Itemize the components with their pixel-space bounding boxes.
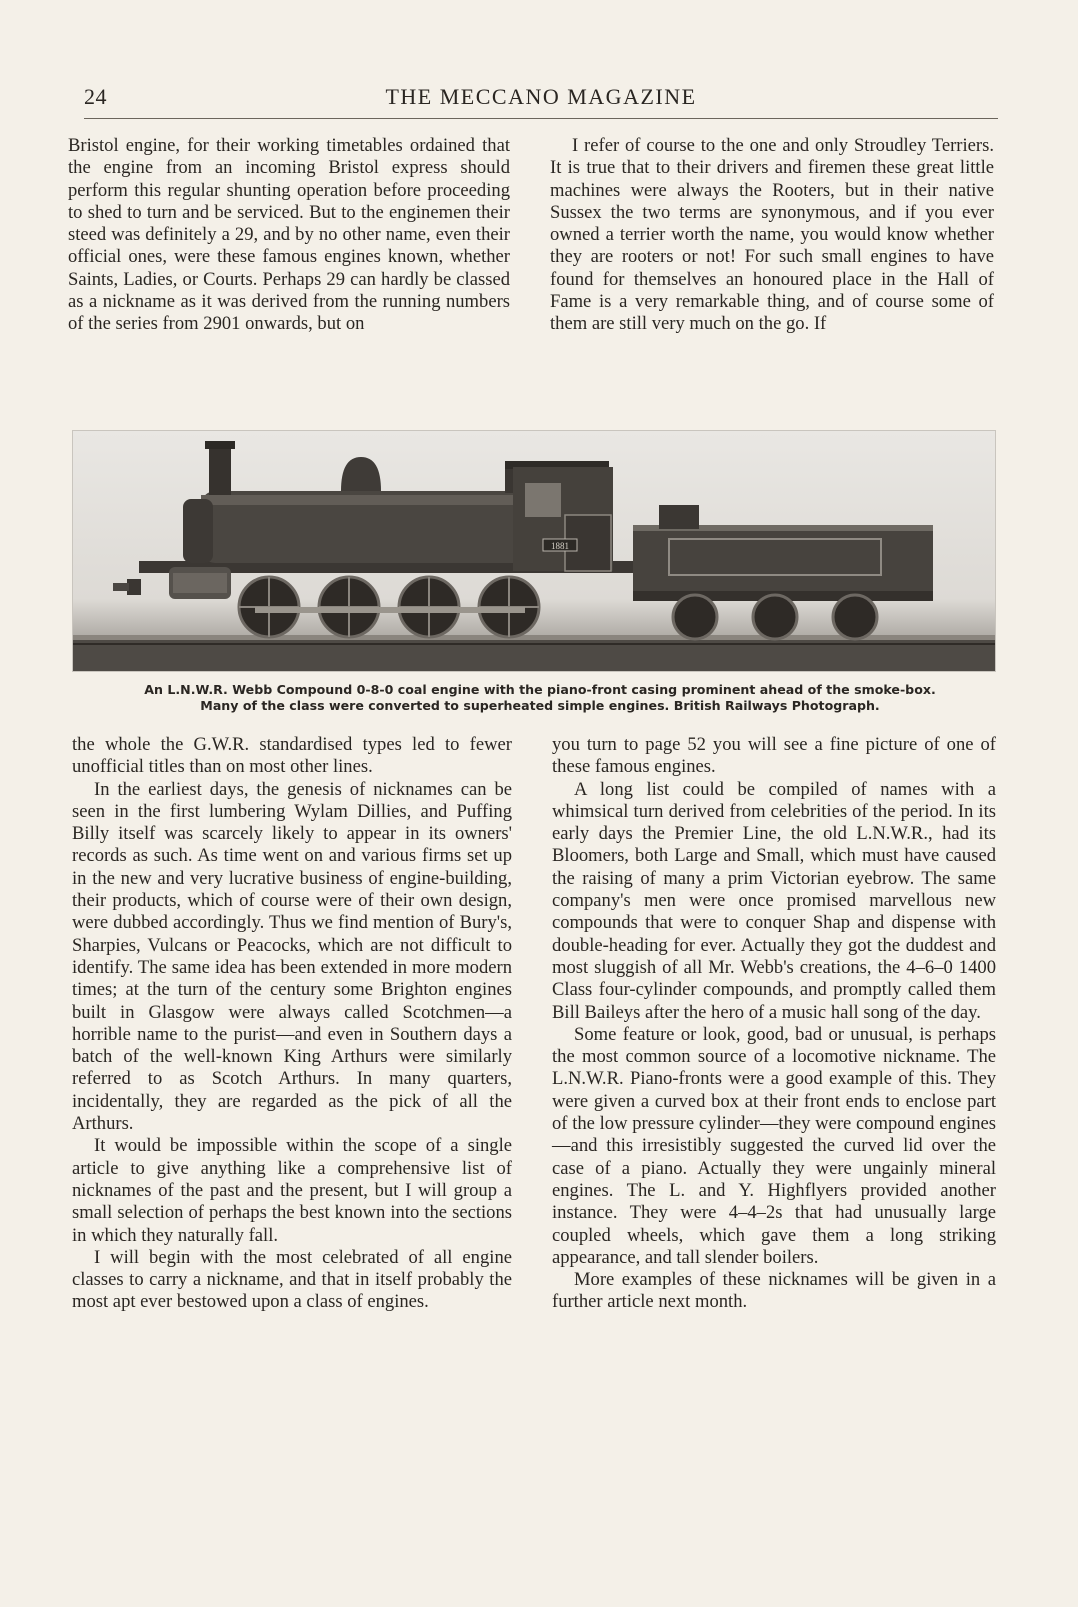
paragraph: It would be impossible within the scope of a single article to give anything like a comprehensive list of nicknames of the past and the present, but I will group a small selection of perhaps the best known into the sections in which they naturally fall. <box>72 1135 512 1246</box>
column-bottom-right <box>552 734 996 1314</box>
column-bottom-left <box>72 734 512 1314</box>
paragraph: In the earliest days, the genesis of nicknames can be seen in the first lumbering Wylam Dillies, and Puffing Billy itself was scarcely likely to appear in its owners' records as such. As time went on and various firms set up in the new and very lucrative business of engine-building, their products, which of course were of their own design, were dubbed accordingly. Thus we find mention of Bury's, Sharpies, Vulcans or Peacocks, which are not difficult to identify. The same idea has been extended in more modern times; at the turn of the century some Brighton engines built in Glasgow were always called Scotchmen—a horrible name to the purist—and even in Southern days a batch of the well-known King Arthurs were similarly referred to as Scotch Arthurs. In many quarters, incidentally, they are regarded as the pick of all the Arthurs. <box>72 778 512 1135</box>
column-top-left <box>68 135 510 336</box>
paragraph: you turn to page 52 you will see a fine picture of one of these famous engines. <box>552 734 996 778</box>
paragraph: A long list could be compiled of names with a whimsical turn derived from celebrities of the period. In its early days the Premier Line, the old L.N.W.R., had its Bloomers, both Large and Small, which must have caused the raising of many a prim Victorian eyebrow. The same company's men were once promised marvellous new compounds that were to conquer Shap and dispense with double-heading for ever. Actually they got the duddest and most sluggish of all Mr. Webb's creations, the 4–6–0 1400 Class four-cylinder compounds, and promptly called them Bill Baileys after the hero of a music hall song of the day. <box>552 778 996 1023</box>
paragraph: I will begin with the most celebrated of all engine classes to carry a nickname, and that in itself probably the most apt ever bestowed upon a class of engines. <box>72 1246 512 1313</box>
paragraph: More examples of these nicknames will be given in a further article next month. <box>552 1269 996 1313</box>
page-header <box>84 80 998 120</box>
locomotive-photograph <box>72 430 996 672</box>
caption-line-2: Many of the class were converted to superheated simple engines. British Railways Photograph. <box>200 698 880 713</box>
paragraph: I refer of course to the one and only Stroudley Terriers. It is true that to their drivers and firemen these great little machines were always the Rooters, but in their native Sussex the two terms are synonymous, and if you ever owned a terrier worth the name, you would know whether they are rooters or not! For such small engines to have found for themselves an honoured place in the Hall of Fame is a very remarkable thing, and of course some of them are still very much on the go. If <box>550 135 994 335</box>
paragraph: Some feature or look, good, bad or unusual, is perhaps the most common source of a locomotive nickname. The L.N.W.R. Piano-fronts were a good example of this. They were given a curved box at their front ends to enclose part of the low pressure cylinder—they were compound engines—and this irresistibly suggested the curved lid over the case of a piano. Actually they were ungainly mineral engines. The L. and Y. Highflyers provided another instance. They were 4–4–2s that had unusually large coupled wheels, which gave them a long striking appearance, and tall slender boilers. <box>552 1023 996 1268</box>
locomotive-illustration <box>73 431 995 671</box>
paragraph: Bristol engine, for their working timetables ordained that the engine from an incoming Bristol express should perform this regular shunting operation before proceeding to shed to turn and be serviced. But to the enginemen their steed was definitely a 29, and by no other name, even their official ones, were these famous engines known, whether Saints, Ladies, or Courts. Perhaps 29 can hardly be classed as a nickname as it was derived from the running numbers of the series from 2901 onwards, but on <box>68 135 510 335</box>
photo-caption <box>60 682 1020 714</box>
cab-number-plate: 1881 <box>551 541 569 551</box>
header-rule <box>84 118 998 119</box>
magazine-title: THE MECCANO MAGAZINE <box>385 84 697 109</box>
paragraph: the whole the G.W.R. standardised types led to fewer unofficial titles than on most other lines. <box>72 734 512 778</box>
column-top-right <box>550 135 994 336</box>
caption-line-1: An L.N.W.R. Webb Compound 0-8-0 coal engine with the piano-front casing prominent ahead of the smoke-box. <box>144 682 936 697</box>
page-number: 24 <box>84 84 107 109</box>
